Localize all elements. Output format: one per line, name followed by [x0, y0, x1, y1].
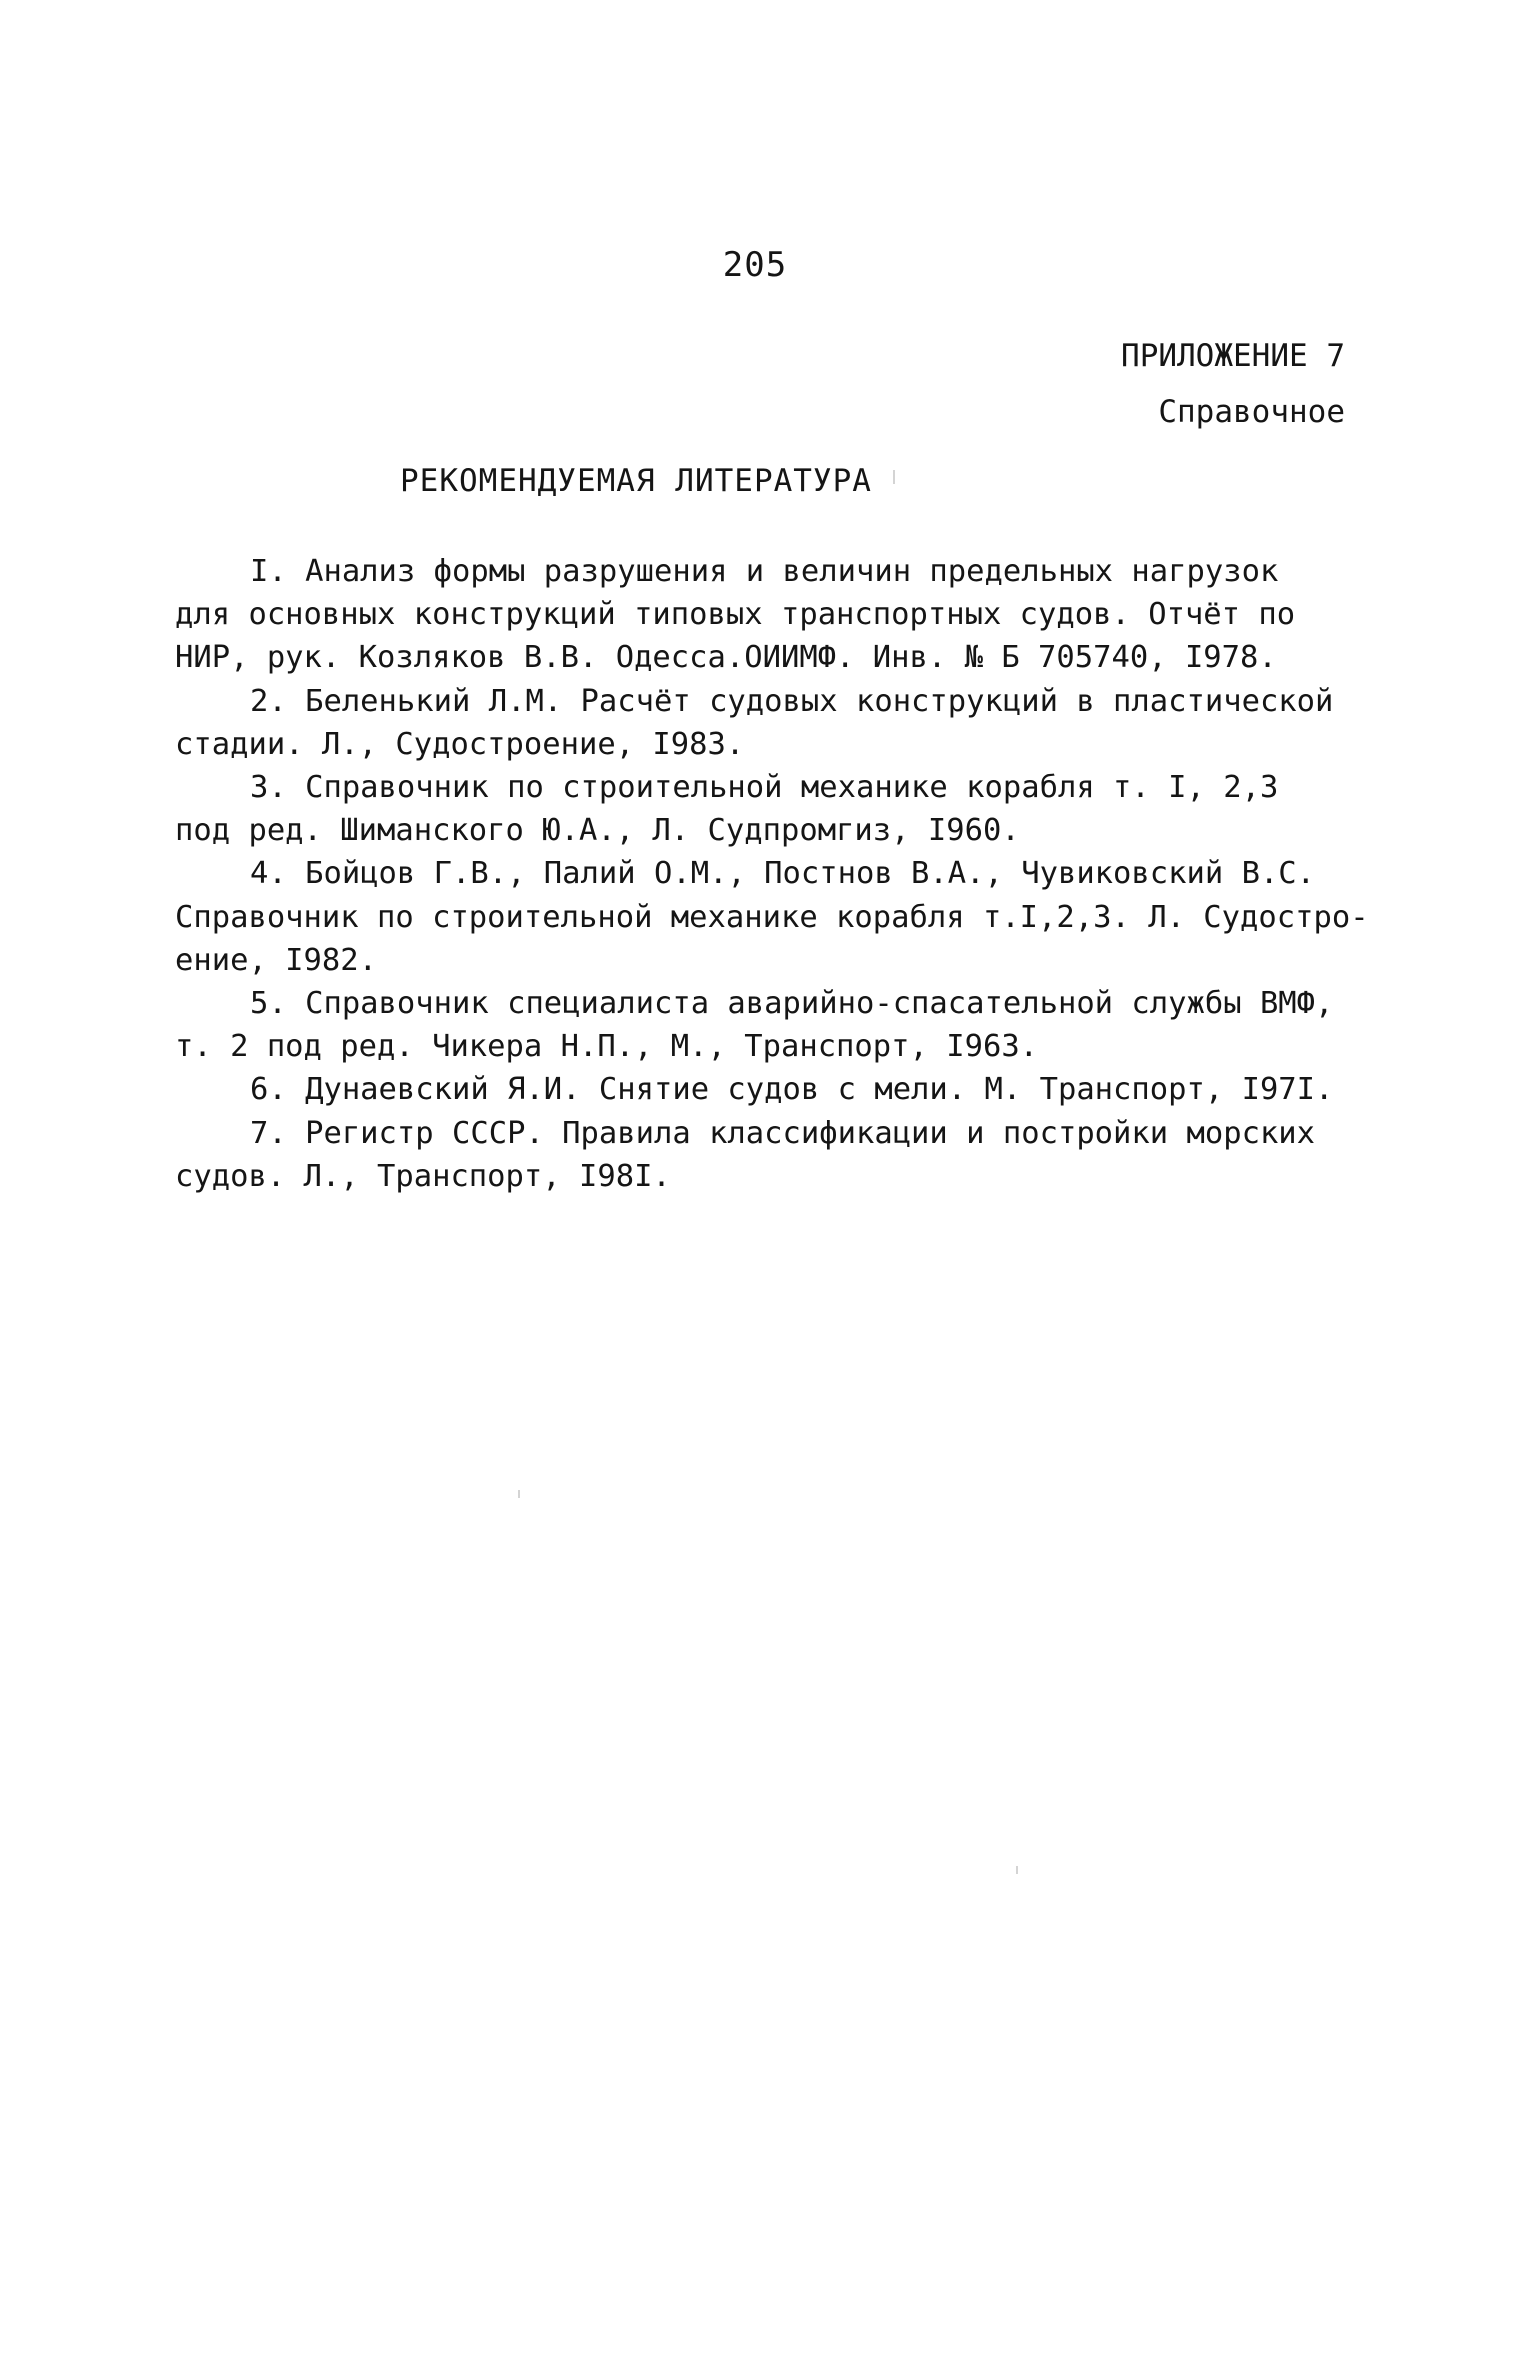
- reference-line: I. Анализ формы разрушения и величин предельных нагрузок: [250, 554, 1279, 589]
- reference-line: 5. Справочник специалиста аварийно-спасательной службы ВМФ,: [250, 986, 1334, 1022]
- reference-line: для основных конструкций типовых транспортных судов. Отчёт по: [175, 597, 1296, 633]
- section-heading: РЕКОМЕНДУЕМАЯ ЛИТЕРАТУРА: [400, 463, 872, 499]
- reference-line: 4. Бойцов Г.В., Палий О.М., Постнов В.А., Чувиковский В.С.: [250, 856, 1316, 892]
- reference-line: 7. Регистр СССР. Правила классификации и постройки морских: [250, 1115, 1316, 1151]
- appendix-title: ПРИЛОЖЕНИЕ 7: [1121, 338, 1345, 374]
- reference-line: 2. Беленький Л.М. Расчёт судовых конструкций в пластической: [250, 683, 1334, 719]
- scan-speck: [1016, 1866, 1018, 1874]
- appendix-subtitle: Справочное: [1158, 394, 1345, 430]
- scan-speck: [893, 470, 895, 484]
- reference-line: т. 2 под ред. Чикера Н.П., М., Транспорт, I963.: [175, 1029, 1039, 1065]
- reference-line: судов. Л., Транспорт, I98I.: [175, 1158, 671, 1194]
- reference-line: под ред. Шиманского Ю.А., Л. Судпромгиз, I960.: [175, 813, 1020, 849]
- scan-speck: [518, 1490, 520, 1498]
- reference-line: стадии. Л., Судостроение, I983.: [175, 726, 745, 762]
- page-number: 205: [722, 245, 788, 285]
- appendix-label: [1121, 328, 1345, 440]
- reference-list: [175, 550, 1390, 1198]
- reference-item: [175, 1112, 1390, 1198]
- reference-line: 6. Дунаевский Я.И. Снятие судов с мели. М. Транспорт, I97I.: [250, 1072, 1334, 1108]
- reference-line: 3. Справочник по строительной механике корабля т. I, 2,3: [250, 770, 1279, 806]
- reference-item: [175, 852, 1390, 982]
- reference-item: [175, 766, 1390, 852]
- reference-item: [175, 680, 1390, 766]
- reference-line: НИР, рук. Козляков В.В. Одесса.ОИИМФ. Инв. № Б 705740, I978.: [175, 640, 1277, 676]
- reference-line: ение, I982.: [175, 942, 377, 978]
- reference-item: [175, 550, 1390, 680]
- reference-line: Справочник по строительной механике корабля т.I,2,3. Л. Судостро-: [175, 899, 1369, 935]
- reference-item: [175, 1068, 1390, 1111]
- reference-item: [175, 982, 1390, 1068]
